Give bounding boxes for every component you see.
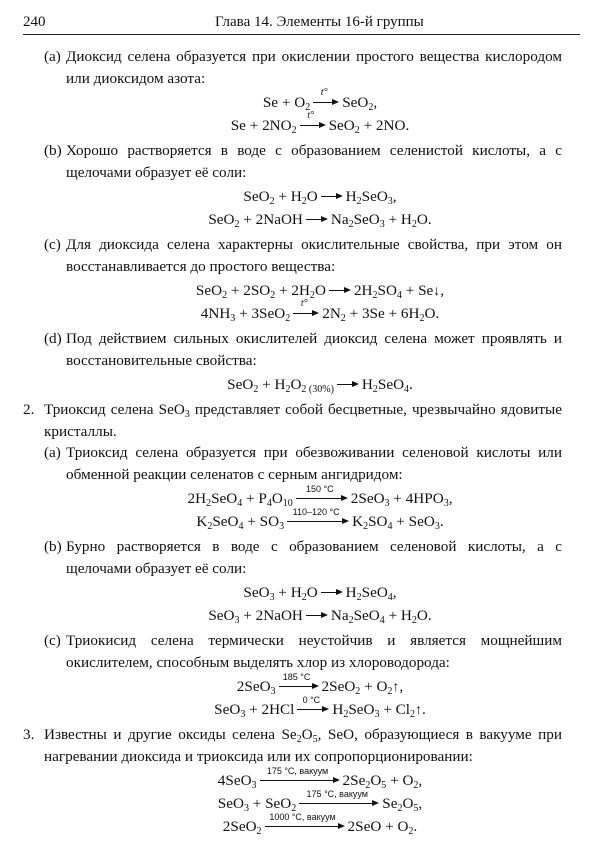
arrow-condition: 175 °C, вакуум (266, 765, 329, 776)
equation: $Se + O_2$ t° SeO$_2$, (262, 86, 378, 113)
reaction-arrow (300, 109, 326, 131)
item-text: Под действием сильных окислителей диоксид селена может проявлять и восстановительные свойства: (66, 330, 562, 369)
arrow-condition: 150 °C (305, 483, 334, 494)
item-label: (a) (44, 48, 61, 65)
equation-block (0, 671, 600, 721)
reaction-arrow (293, 297, 319, 319)
arrow-condition: 110–120 °C (292, 506, 340, 517)
arrow-condition: t° (300, 297, 308, 309)
equation: $SeO_2 + 2SO_2 + 2H_2O$ $2H_2SO_4$ + Se↓, (195, 282, 445, 301)
reaction-arrow (287, 506, 349, 527)
equation-block (0, 765, 600, 838)
equation: SeO$_3$ + 2HCl 0 °C $H_2SeO_3$ + $Cl_2↑$. (214, 694, 426, 720)
item-2-seo3 (23, 399, 562, 442)
equation-block (0, 373, 600, 396)
equation: $K_2SeO_4 + SO_3$ 110–120 °C $K_2SO_4 + SeO_3$. (196, 506, 444, 532)
gas-arrow-icon: ↑ (415, 703, 423, 718)
equation-block (0, 279, 600, 325)
item-text-subscript: 5 (312, 734, 318, 745)
item-2c-seo2-oxidizer (44, 234, 562, 277)
arrow-condition: 185 °C (282, 671, 311, 682)
equation: $2H_2SeO_4 + P_4O_{10}$ 150 °C $2SeO_3 + 4HPO_3$, (187, 483, 453, 509)
equation: SeO$_2$ + 2NaOH $Na_2SeO_3 + H_2O$. (208, 211, 432, 230)
equation: $4NH_3 + 3SeO_2$ t° $2N_2 + 3Se + 6H_2O$. (200, 297, 440, 324)
precipitate-arrow-icon: ↓ (433, 284, 441, 299)
item-2a-seo2-formation (44, 46, 562, 89)
item-2d-seo2-reducer (44, 328, 562, 371)
item-label: (c) (44, 632, 61, 649)
item-3-other-oxides (23, 724, 562, 767)
item-text: представляет собой бесцветные, чрезвычайно ядовитые кристаллы. (44, 401, 562, 440)
item-label: (b) (44, 538, 62, 555)
reaction-arrow (279, 671, 319, 692)
reaction-arrow (299, 788, 379, 809)
arrow-condition: 1000 °C, вакуум (269, 811, 336, 822)
item-text: O (301, 726, 313, 743)
reaction-arrow (321, 190, 343, 202)
item-number: 2. (23, 401, 35, 418)
equation: SeO$_3$ + SeO$_2$ 175 °C, вакуум $Se_2O_5$, (217, 788, 423, 814)
item-label: (d) (44, 330, 62, 347)
equation-block (0, 86, 600, 137)
reaction-arrow (337, 378, 359, 390)
running-title: Глава 14. Элементы 16-й группы (215, 14, 424, 30)
item-3b-seo3-water (44, 536, 562, 579)
arrow-condition: t° (307, 109, 314, 121)
reaction-arrow (306, 213, 328, 225)
page-header (23, 10, 580, 35)
item-text: Известны и другие оксиды селена Se (44, 726, 297, 743)
equation: $Se + 2NO_2$ t° SeO$_2$ + 2NO. (230, 109, 410, 136)
equation-block (0, 185, 600, 231)
item-text: , SeO, образующиеся в вакууме при нагревании диоксида и триоксида или их сопропорционировании: (44, 726, 562, 765)
item-label: (c) (44, 236, 61, 253)
item-text: Хорошо растворяется в воде с образованием селенистой кислоты, а с щелочами образует её соли: (66, 142, 562, 181)
item-text: Триоксид селена SeO (44, 401, 185, 418)
reaction-arrow (297, 694, 329, 715)
equation: 2SeO$_2$ 1000 °C, вакуум $2SeO + O_2$. (222, 811, 418, 837)
arrow-condition: 175 °C, вакуум (306, 788, 368, 799)
reaction-arrow (313, 86, 339, 108)
item-3c-seo3-decomposition (44, 630, 562, 673)
reaction-arrow (321, 586, 343, 598)
equation: $SeO_3 + H_2O$ $H_2SeO_4$, (243, 584, 397, 603)
reaction-arrow (296, 483, 348, 504)
reaction-arrow (306, 609, 328, 621)
arrow-condition: t° (320, 86, 328, 98)
reaction-arrow (329, 284, 351, 296)
equation: $SeO_2 + H_2O$ $H_2SeO_3$, (243, 188, 397, 207)
equation: 2SeO$_3$ 185 °C $2SeO_2 + O_2↑$, (236, 671, 404, 697)
equation-block (0, 581, 600, 627)
item-label: (b) (44, 142, 62, 159)
item-text-subscript: 2 (296, 734, 302, 745)
item-text-subscript: 3 (184, 409, 190, 420)
item-label: (a) (44, 444, 61, 461)
arrow-condition: 0 °C (302, 694, 321, 705)
item-text: Бурно растворяется в воде с образованием селеновой кислоты, а с щелочами образует её соли: (66, 538, 562, 577)
page-number: 240 (23, 14, 46, 30)
item-number: 3. (23, 726, 35, 743)
equation: SeO$_3$ + 2NaOH $Na_2SeO_4 + H_2O$. (208, 607, 432, 626)
equation: $SeO_2 + H_2O_{2 (30\%)}$ $H_2SeO_4$. (227, 376, 413, 395)
gas-arrow-icon: ↑ (392, 680, 400, 695)
page-content (0, 46, 600, 841)
item-2b-seo2-water (44, 140, 562, 183)
equation: 4SeO$_3$ 175 °C, вакуум $2Se_2O_5 + O_2$, (217, 765, 423, 791)
item-text: Триокисид селена термически неустойчив и является мощнейшим окислителем, способным выделять хлор из хлороводорода: (66, 632, 562, 671)
reaction-arrow (265, 811, 345, 832)
equation-block (0, 483, 600, 533)
item-3a-seo3-formation (44, 442, 562, 485)
item-text: Для диоксида селена характерны окислительные свойства, при этом он восстанавливается до простого вещества: (66, 236, 562, 275)
reaction-arrow (260, 765, 340, 786)
item-text: Диоксид селена образуется при окислении простого вещества кислородом или диоксидом азота: (66, 48, 562, 87)
item-text: Триоксид селена образуется при обезвоживании селеновой кислоты или обменной реакции селенатов с серным ангидридом: (66, 444, 562, 483)
